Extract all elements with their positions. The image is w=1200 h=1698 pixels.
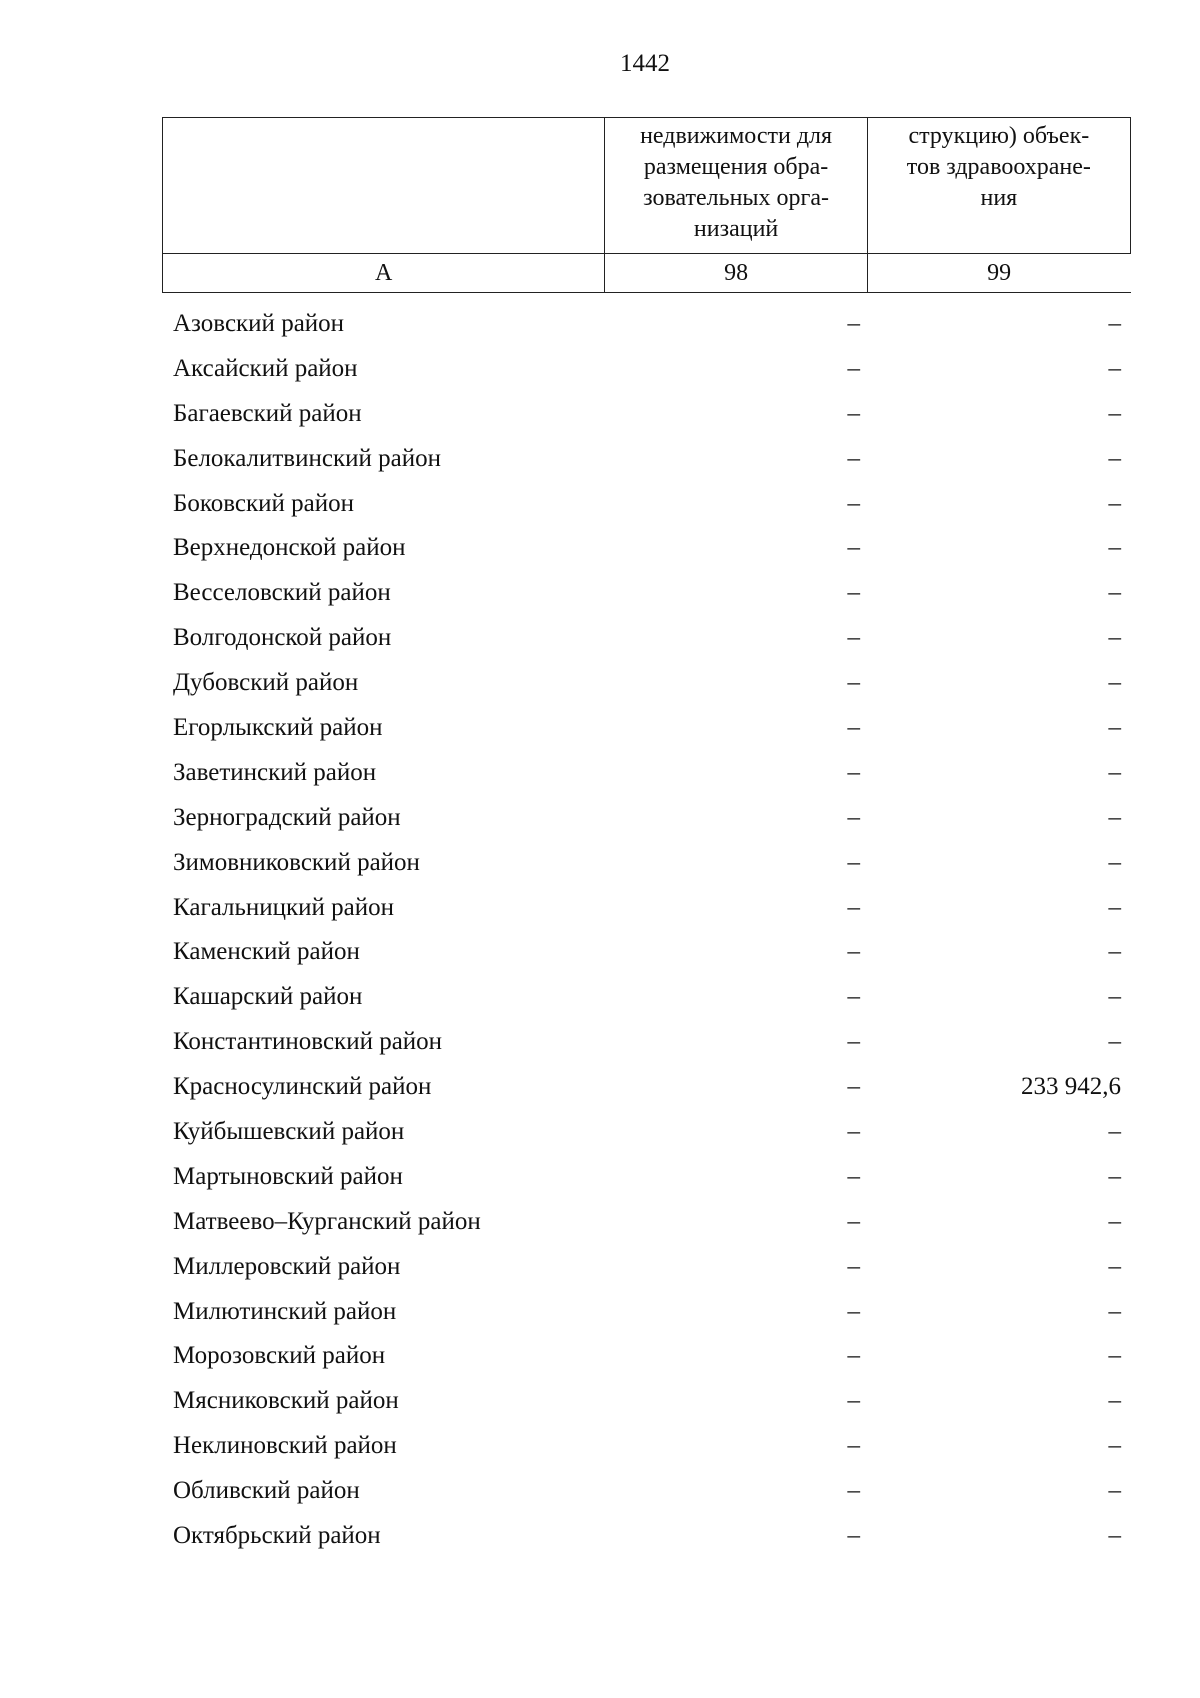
table-row — [0, 482, 1200, 527]
district-name: Зимовниковский район — [173, 848, 420, 876]
header-99-line: ния — [980, 185, 1018, 211]
header-99-line: тов здравоохране- — [906, 154, 1091, 180]
value-98: – — [847, 354, 860, 382]
value-99: – — [1108, 893, 1121, 921]
column-number-a: А — [163, 254, 605, 293]
value-99: – — [1108, 1118, 1121, 1146]
value-98: – — [847, 1522, 860, 1550]
value-98: – — [847, 758, 860, 786]
district-name: Белокалитвинский район — [173, 444, 441, 472]
table-row — [0, 1424, 1200, 1469]
value-99: – — [1108, 1028, 1121, 1056]
district-name: Красносулинский район — [173, 1073, 432, 1101]
district-name: Куйбышевский район — [173, 1118, 405, 1146]
table-row — [0, 930, 1200, 975]
header-cell-98 — [605, 118, 867, 254]
value-98: – — [847, 893, 860, 921]
district-name: Мартыновский район — [173, 1162, 403, 1190]
table-row — [0, 1155, 1200, 1200]
header-cell-a — [163, 118, 605, 254]
district-name: Заветинский район — [173, 758, 377, 786]
table-row — [0, 1290, 1200, 1335]
value-98: – — [847, 310, 860, 337]
value-98: – — [847, 1162, 860, 1190]
header-98-line: недвижимости для — [640, 123, 833, 149]
table-row — [0, 1200, 1200, 1245]
table-row — [0, 1469, 1200, 1514]
value-98: – — [847, 444, 860, 472]
district-name: Мясниковский район — [173, 1387, 399, 1415]
table-row — [0, 1379, 1200, 1424]
table-row — [0, 1514, 1200, 1559]
district-name: Кашарский район — [173, 983, 363, 1011]
value-99: 233 942,6 — [1021, 1073, 1121, 1101]
table-row — [0, 302, 1200, 347]
district-name: Волгодонской район — [173, 624, 392, 652]
value-98: – — [847, 1028, 860, 1056]
table-row — [0, 1245, 1200, 1290]
district-name: Миллеровский район — [173, 1252, 401, 1280]
value-98: – — [847, 848, 860, 876]
value-98: – — [847, 1297, 860, 1325]
table-row — [0, 661, 1200, 706]
district-name: Кагальницкий район — [173, 893, 395, 921]
district-name: Матвеево–Курганский район — [173, 1207, 481, 1235]
header-98-line: низаций — [693, 216, 779, 242]
value-98: – — [847, 669, 860, 697]
value-99: – — [1108, 1432, 1121, 1460]
table-row — [0, 1110, 1200, 1155]
value-99: – — [1108, 1297, 1121, 1325]
value-99: – — [1108, 803, 1121, 831]
value-99: – — [1108, 669, 1121, 697]
table-row — [0, 975, 1200, 1020]
header-row — [163, 118, 1131, 254]
table-row — [0, 886, 1200, 931]
value-99: – — [1108, 579, 1121, 607]
table-row — [0, 526, 1200, 571]
header-98-line: размещения обра- — [643, 154, 829, 180]
district-name: Неклиновский район — [173, 1432, 397, 1460]
district-name: Морозовский район — [173, 1342, 386, 1370]
district-name: Каменский район — [173, 938, 360, 966]
table-row — [0, 437, 1200, 482]
table-row — [0, 616, 1200, 661]
table-row — [0, 392, 1200, 437]
district-name: Октябрьский район — [173, 1522, 381, 1550]
table-row — [0, 1065, 1200, 1110]
value-99: – — [1108, 354, 1121, 382]
table-row — [0, 1020, 1200, 1065]
column-numbering-row — [163, 254, 1131, 293]
district-name: Аксайский район — [173, 354, 358, 382]
value-98: – — [847, 803, 860, 831]
page-number: 1442 — [620, 50, 670, 77]
value-99: – — [1108, 1477, 1121, 1505]
value-98: – — [847, 1342, 860, 1370]
district-name: Обливский район — [173, 1477, 360, 1505]
table-row — [0, 841, 1200, 886]
header-98-line: зовательных орга- — [643, 185, 830, 211]
table-body — [0, 302, 1200, 1559]
value-99: – — [1108, 1387, 1121, 1415]
value-99: – — [1108, 1207, 1121, 1235]
district-name: Константиновский район — [173, 1028, 443, 1056]
district-name: Багаевский район — [173, 399, 362, 427]
district-name: Дубовский район — [173, 669, 359, 697]
value-99: – — [1108, 848, 1121, 876]
district-name: Весселовский район — [173, 579, 391, 607]
value-98: – — [847, 1252, 860, 1280]
value-98: – — [847, 624, 860, 652]
district-name: Азовский район — [173, 310, 345, 337]
value-99: – — [1108, 938, 1121, 966]
district-name: Егорлыкский район — [173, 714, 383, 742]
district-name: Зерноградский район — [173, 803, 401, 831]
value-99: – — [1108, 624, 1121, 652]
value-98: – — [847, 1432, 860, 1460]
value-98: – — [847, 1118, 860, 1146]
value-98: – — [847, 714, 860, 742]
value-98: – — [847, 579, 860, 607]
value-98: – — [847, 534, 860, 562]
value-98: – — [847, 399, 860, 427]
district-name: Милютинский район — [173, 1297, 397, 1325]
value-99: – — [1108, 399, 1121, 427]
value-98: – — [847, 489, 860, 517]
value-99: – — [1108, 444, 1121, 472]
value-99: – — [1108, 1252, 1121, 1280]
value-98: – — [847, 983, 860, 1011]
value-98: – — [847, 1073, 860, 1101]
table-row — [0, 1334, 1200, 1379]
column-number-98: 98 — [605, 254, 867, 293]
table-row — [0, 347, 1200, 392]
header-cell-99 — [867, 118, 1130, 254]
value-99: – — [1108, 1342, 1121, 1370]
header-99-line: струкцию) объек- — [908, 123, 1090, 149]
table-header — [162, 117, 1131, 293]
value-99: – — [1108, 489, 1121, 517]
value-99: – — [1108, 1522, 1121, 1550]
value-98: – — [847, 1387, 860, 1415]
value-99: – — [1108, 1162, 1121, 1190]
value-99: – — [1108, 534, 1121, 562]
value-99: – — [1108, 310, 1121, 337]
table-row — [0, 751, 1200, 796]
value-98: – — [847, 1207, 860, 1235]
table-row — [0, 796, 1200, 841]
table-row — [0, 571, 1200, 616]
value-99: – — [1108, 714, 1121, 742]
table-row — [0, 706, 1200, 751]
value-99: – — [1108, 983, 1121, 1011]
value-98: – — [847, 1477, 860, 1505]
district-name: Верхнедонской район — [173, 534, 406, 562]
district-name: Боковский район — [173, 489, 354, 517]
value-99: – — [1108, 758, 1121, 786]
value-98: – — [847, 938, 860, 966]
column-number-99: 99 — [867, 254, 1130, 293]
